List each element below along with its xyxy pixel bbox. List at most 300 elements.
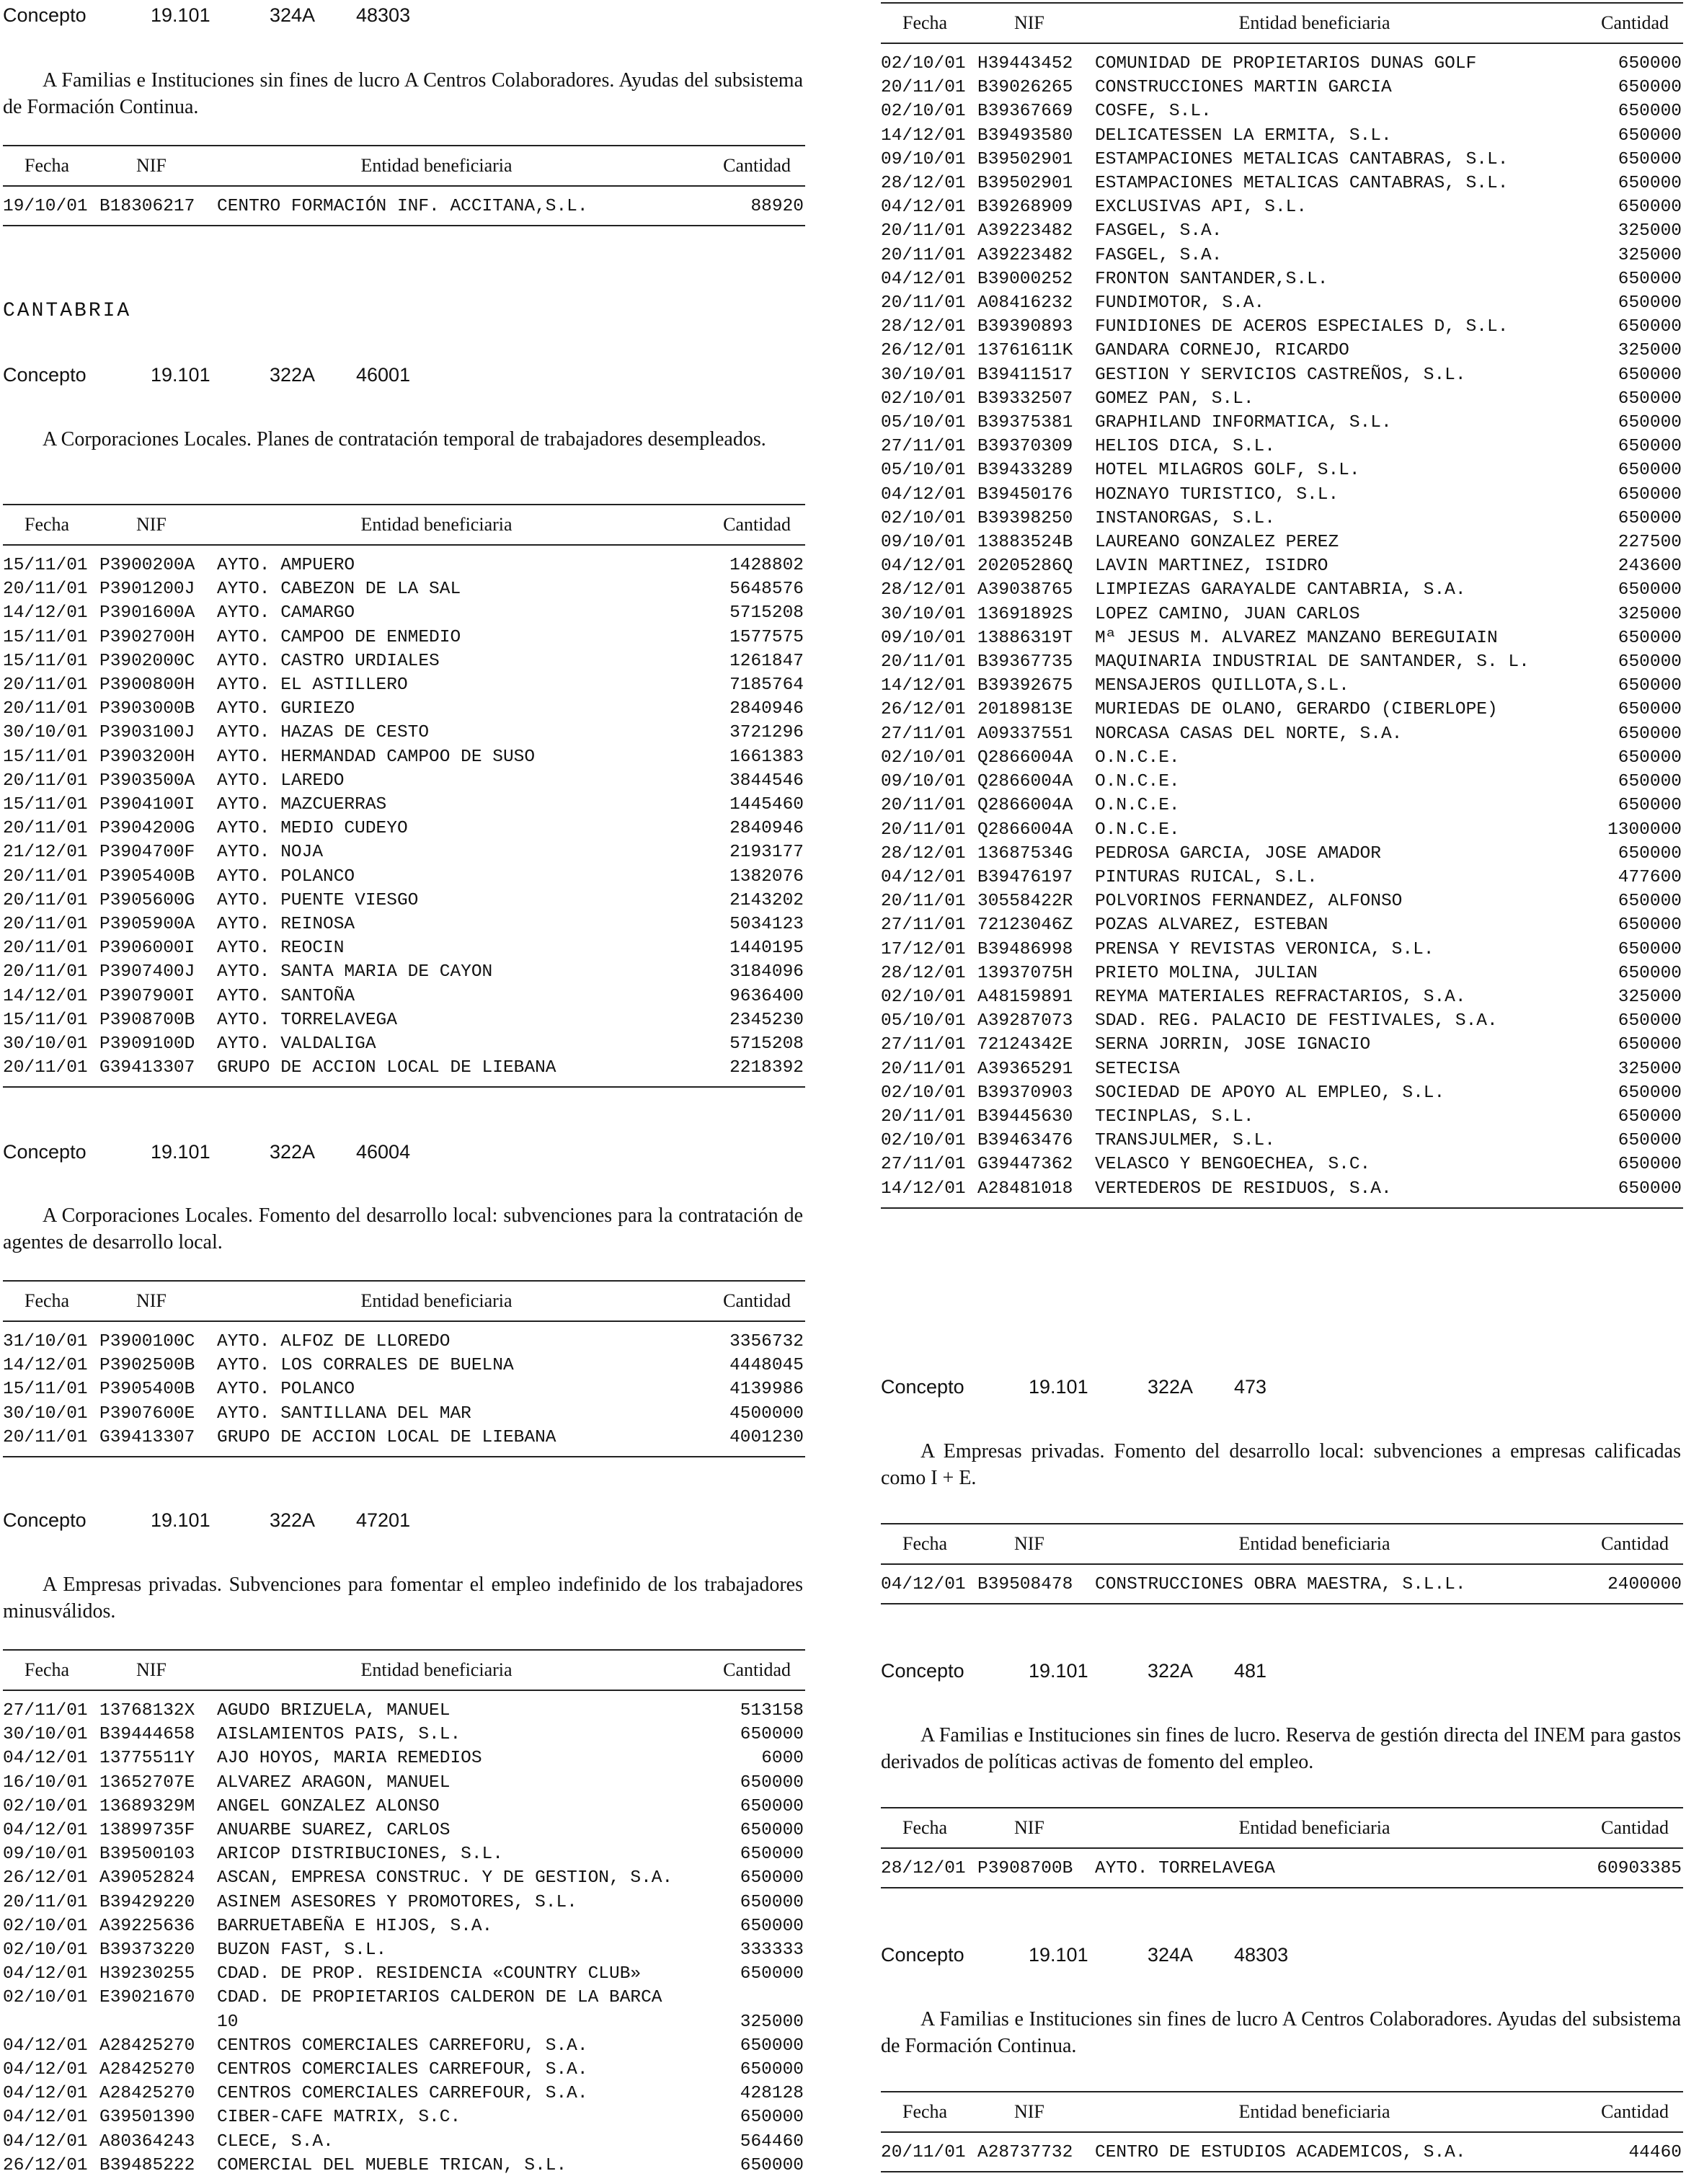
- cell-nif: A39052824: [99, 1868, 195, 1888]
- table-row: [3, 1354, 805, 1377]
- cell-nif: A39038765: [977, 580, 1073, 600]
- cell-fecha: 04/12/01: [3, 1821, 88, 1841]
- cell-cantidad: 325000: [1618, 245, 1682, 265]
- cell-nif: Q2866004A: [977, 772, 1073, 792]
- table-row: [881, 794, 1683, 817]
- cell-nif: P3904100I: [99, 795, 195, 815]
- cell-fecha: 20/11/01: [881, 652, 966, 672]
- cell-nif: H39230255: [99, 1964, 195, 1984]
- cell-nif: P3902700H: [99, 627, 195, 647]
- cell-nif: B39433289: [977, 461, 1073, 481]
- cell-nif: P3900800H: [99, 675, 195, 696]
- cell-cantidad: 650000: [1618, 1083, 1682, 1103]
- concept-label: Concepto: [3, 1509, 86, 1531]
- cell-nif: B39370903: [977, 1083, 1073, 1103]
- cell-entidad: PEDROSA GARCIA, JOSE AMADOR: [1095, 843, 1381, 864]
- cell-entidad: O.N.C.E.: [1095, 772, 1180, 792]
- table-row: [3, 577, 805, 601]
- cell-fecha: 26/12/01: [881, 341, 966, 361]
- cell-nif: A28481018: [977, 1178, 1073, 1199]
- cell-cantidad: 477600: [1618, 867, 1682, 887]
- cell-entidad: SOCIEDAD DE APOYO AL EMPLEO, S.L.: [1095, 1083, 1445, 1103]
- table-row: [3, 936, 805, 960]
- cell-fecha: 27/11/01: [881, 1035, 966, 1055]
- cell-fecha: 09/10/01: [3, 1845, 88, 1865]
- table-header: [3, 1651, 805, 1691]
- cell-cantidad: 650000: [740, 1868, 804, 1888]
- table-row: [881, 1033, 1683, 1057]
- table-row: [3, 2105, 805, 2129]
- table-row: [881, 985, 1683, 1009]
- cell-nif: 20189813E: [977, 700, 1073, 720]
- cell-cantidad: 4001230: [729, 1427, 804, 1447]
- cell-cantidad: 650000: [1618, 149, 1682, 169]
- col-cantidad: Cantidad: [1601, 1817, 1669, 1838]
- cell-fecha: 02/10/01: [881, 389, 966, 409]
- col-nif: NIF: [1014, 1533, 1044, 1554]
- cell-nif: 13687534G: [977, 843, 1073, 864]
- table-row: [3, 195, 805, 218]
- table-header: [881, 1524, 1683, 1565]
- cell-cantidad: 650000: [740, 2060, 804, 2080]
- cell-cantidad: 650000: [1618, 125, 1682, 146]
- cell-cantidad: 325000: [1618, 604, 1682, 624]
- cell-cantidad: 1577575: [729, 627, 804, 647]
- beneficiary-table: [881, 1523, 1683, 1604]
- table-row: [881, 746, 1683, 770]
- table-row: [3, 2154, 805, 2178]
- cell-cantidad: 650000: [740, 1916, 804, 1936]
- cell-cantidad: 5648576: [729, 580, 804, 600]
- cell-fecha: 20/11/01: [3, 866, 88, 887]
- cell-fecha: 04/12/01: [3, 1964, 88, 1984]
- cell-entidad: ANUARBE SUAREZ, CARLOS: [217, 1821, 451, 1841]
- concept-label: Concepto: [3, 364, 86, 386]
- concept-program: 322A: [270, 1141, 316, 1163]
- cell-fecha: 14/12/01: [881, 125, 966, 146]
- col-entidad: Entidad beneficiaria: [360, 514, 513, 535]
- cell-fecha: 04/12/01: [3, 2131, 88, 2152]
- cell-fecha: 04/12/01: [881, 556, 966, 577]
- concept-number: 48303: [1234, 1944, 1289, 1966]
- concept-number: 481: [1234, 1660, 1267, 1682]
- cell-entidad: AYTO. REINOSA: [217, 915, 355, 935]
- table-row: [881, 722, 1683, 746]
- cell-entidad: AYTO. TORRELAVEGA: [217, 1010, 397, 1030]
- cell-entidad: COMUNIDAD DE PROPIETARIOS DUNAS GOLF: [1095, 54, 1477, 74]
- cell-entidad: TRANSJULMER, S.L.: [1095, 1131, 1275, 1151]
- col-cantidad: Cantidad: [1601, 12, 1669, 33]
- table-row: [881, 172, 1683, 195]
- concept-description: A Empresas privadas. Subvenciones para fomentar el empleo indefinido de los trabajadores minusválidos.: [3, 1573, 803, 1623]
- cell-fecha: 02/10/01: [881, 1083, 966, 1103]
- cell-entidad: PINTURAS RUICAL, S.L.: [1095, 867, 1318, 887]
- table-row: [881, 2141, 1683, 2165]
- table-body: [3, 1322, 805, 1456]
- cell-entidad: O.N.C.E.: [1095, 796, 1180, 816]
- table-header: [881, 1808, 1683, 1849]
- cell-entidad: POLVORINOS FERNANDEZ, ALFONSO: [1095, 892, 1403, 912]
- beneficiary-table: [881, 2091, 1683, 2172]
- col-fecha: Fecha: [25, 155, 70, 176]
- cell-fecha: 20/11/01: [3, 699, 88, 719]
- cell-cantidad: 650000: [740, 1892, 804, 1912]
- cell-cantidad: 650000: [740, 1772, 804, 1793]
- table-row: [3, 1938, 805, 1962]
- table-row: [3, 2058, 805, 2082]
- table-row: [881, 554, 1683, 578]
- col-nif: NIF: [136, 1659, 167, 1680]
- table-row: [881, 411, 1683, 435]
- cell-nif: P3905600G: [99, 890, 195, 910]
- cell-fecha: 15/11/01: [3, 795, 88, 815]
- cell-cantidad: 1300000: [1607, 820, 1682, 840]
- table-row: [3, 601, 805, 625]
- col-cantidad: Cantidad: [723, 155, 791, 176]
- cell-nif: A09337551: [977, 724, 1073, 744]
- cell-entidad: GRUPO DE ACCION LOCAL DE LIEBANA: [217, 1058, 556, 1078]
- cell-nif: 13768132X: [99, 1701, 195, 1721]
- cell-nif: 30558422R: [977, 892, 1073, 912]
- cell-fecha: 20/11/01: [3, 890, 88, 910]
- cell-fecha: 20/11/01: [3, 771, 88, 791]
- table-row: [881, 458, 1683, 482]
- concept-description: A Familias e Instituciones sin fines de lucro A Centros Colaboradores. Ayudas del subsistema de Formación Continua.: [3, 69, 803, 118]
- cell-nif: P3904200G: [99, 819, 195, 839]
- cell-nif: P3903000B: [99, 699, 195, 719]
- table-row: [3, 2130, 805, 2154]
- cell-fecha: 15/11/01: [3, 651, 88, 671]
- concept-code: 19.101: [151, 1141, 210, 1163]
- table-row: [881, 866, 1683, 889]
- cell-cantidad: 650000: [1618, 484, 1682, 505]
- cell-nif: P3908700B: [99, 1010, 195, 1030]
- cell-nif: A08416232: [977, 293, 1073, 314]
- cell-fecha: 04/12/01: [881, 197, 966, 218]
- cell-cantidad: 650000: [1618, 963, 1682, 983]
- cell-cantidad: 2400000: [1607, 1575, 1682, 1594]
- table-row: [881, 315, 1683, 339]
- cell-cantidad: 650000: [740, 1964, 804, 1984]
- cell-fecha: 27/11/01: [881, 1155, 966, 1175]
- cell-fecha: 27/11/01: [3, 1701, 88, 1721]
- cell-cantidad: 1440195: [729, 938, 804, 959]
- cell-fecha: 20/11/01: [3, 675, 88, 696]
- cell-nif: B39445630: [977, 1106, 1073, 1127]
- col-cantidad: Cantidad: [723, 1290, 791, 1311]
- cell-cantidad: 60903385: [1597, 1859, 1682, 1878]
- table-row: [3, 1426, 805, 1450]
- concept-line: [3, 1142, 805, 1162]
- cell-entidad: AYTO. POLANCO: [217, 1380, 355, 1400]
- cell-cantidad: 650000: [1618, 174, 1682, 194]
- table-row: [3, 865, 805, 889]
- cell-entidad: EXCLUSIVAS API, S.L.: [1095, 197, 1308, 218]
- cell-nif: B39411517: [977, 365, 1073, 385]
- beneficiary-table: [3, 1649, 805, 2184]
- table-body: [881, 44, 1683, 1207]
- cell-cantidad: 650000: [1618, 676, 1682, 696]
- cell-fecha: 30/10/01: [881, 604, 966, 624]
- col-entidad: Entidad beneficiaria: [360, 1290, 513, 1311]
- table-header: [881, 4, 1683, 44]
- table-body: [881, 1849, 1683, 1887]
- cell-entidad: AYTO. CAMPOO DE ENMEDIO: [217, 627, 461, 647]
- cell-fecha: 28/12/01: [881, 843, 966, 864]
- cell-entidad: LAUREANO GONZALEZ PEREZ: [1095, 533, 1339, 553]
- table-row: [881, 76, 1683, 99]
- cell-entidad: AYTO. NOJA: [217, 843, 324, 863]
- cell-fecha: 30/10/01: [3, 723, 88, 743]
- cell-cantidad: 1382076: [729, 866, 804, 887]
- table-row: [3, 697, 805, 721]
- cell-cantidad: 325000: [1618, 987, 1682, 1007]
- concept-code: 19.101: [151, 1509, 210, 1531]
- cell-fecha: 20/11/01: [881, 892, 966, 912]
- cell-nif: B39375381: [977, 413, 1073, 433]
- concept-code: 19.101: [1029, 1660, 1088, 1682]
- cell-nif: 13899735F: [99, 1821, 195, 1841]
- cell-entidad: SDAD. REG. PALACIO DE FESTIVALES, S.A.: [1095, 1011, 1498, 1031]
- cell-cantidad: 650000: [740, 1821, 804, 1841]
- cell-fecha: 04/12/01: [3, 1749, 88, 1769]
- col-fecha: Fecha: [902, 12, 948, 33]
- cell-fecha: 30/10/01: [3, 1034, 88, 1055]
- cell-cantidad: 650000: [1618, 78, 1682, 98]
- table-body: [3, 187, 805, 225]
- cell-fecha: 04/12/01: [3, 2060, 88, 2080]
- cell-fecha: 15/11/01: [3, 1380, 88, 1400]
- cell-fecha: 20/11/01: [3, 1892, 88, 1912]
- cell-nif: E39021670: [99, 1988, 195, 2008]
- cell-entidad: AYTO. POLANCO: [217, 866, 355, 887]
- col-entidad: Entidad beneficiaria: [360, 1659, 513, 1680]
- table-row: [881, 124, 1683, 148]
- table-row: [3, 1746, 805, 1770]
- cell-nif: P3902500B: [99, 1356, 195, 1376]
- cell-nif: P3906000I: [99, 938, 195, 959]
- cell-entidad: AYTO. HAZAS DE CESTO: [217, 723, 430, 743]
- cell-entidad: GRAPHILAND INFORMATICA, S.L.: [1095, 413, 1392, 433]
- cell-cantidad: 3184096: [729, 962, 804, 982]
- table-row: [881, 339, 1683, 363]
- cell-fecha: 02/10/01: [881, 1131, 966, 1151]
- cell-fecha: 20/11/01: [881, 2143, 966, 2162]
- cell-nif: A28737732: [977, 2143, 1073, 2162]
- cell-nif: P3907900I: [99, 986, 195, 1006]
- cell-cantidad: 1428802: [729, 556, 804, 575]
- col-fecha: Fecha: [25, 1290, 70, 1311]
- cell-fecha: 30/10/01: [3, 1403, 88, 1424]
- cell-nif: B39508478: [977, 1575, 1073, 1594]
- cell-entidad: CDAD. DE PROP. RESIDENCIA «COUNTRY CLUB»: [217, 1964, 642, 1984]
- beneficiary-table: [3, 145, 805, 226]
- cell-entidad: AYTO. HERMANDAD CAMPOO DE SUSO: [217, 747, 536, 767]
- cell-cantidad: 6000: [761, 1749, 804, 1769]
- cell-nif: H39443452: [977, 54, 1073, 74]
- cell-cantidad: 2840946: [729, 819, 804, 839]
- cell-nif: B39444658: [99, 1725, 195, 1745]
- cell-entidad: FUNDIMOTOR, S.A.: [1095, 293, 1265, 314]
- cell-cantidad: 513158: [740, 1701, 804, 1721]
- cell-nif: P3903100J: [99, 723, 195, 743]
- cell-cantidad: 650000: [740, 2155, 804, 2175]
- cell-fecha: 28/12/01: [881, 174, 966, 194]
- col-entidad: Entidad beneficiaria: [1238, 1533, 1390, 1554]
- table-row: [881, 387, 1683, 411]
- cell-cantidad: 564460: [740, 2131, 804, 2152]
- cell-fecha: 20/11/01: [881, 1059, 966, 1079]
- table-row: [881, 435, 1683, 458]
- cell-nif: P3904700F: [99, 843, 195, 863]
- cell-entidad: BARRUETABEÑA E HIJOS, S.A.: [217, 1916, 493, 1936]
- cell-nif: 13886319T: [977, 628, 1073, 648]
- table-row: [881, 842, 1683, 866]
- concept-label: Concepto: [3, 4, 86, 26]
- cell-fecha: 20/11/01: [3, 1058, 88, 1078]
- cell-cantidad: 650000: [1618, 580, 1682, 600]
- table-row: [881, 1009, 1683, 1033]
- cell-cantidad: 4500000: [729, 1403, 804, 1424]
- table-header: [3, 505, 805, 546]
- cell-entidad: CENTRO DE ESTUDIOS ACADEMICOS, S.A.: [1095, 2143, 1466, 2162]
- table-row: [881, 578, 1683, 602]
- cell-fecha: 02/10/01: [881, 747, 966, 768]
- cell-nif: P3907400J: [99, 962, 195, 982]
- table-row: [881, 1081, 1683, 1105]
- cell-entidad: ANGEL GONZALEZ ALONSO: [217, 1796, 440, 1816]
- col-fecha: Fecha: [902, 1533, 948, 1554]
- table-row: [3, 1377, 805, 1401]
- cell-cantidad: 3356732: [729, 1332, 804, 1351]
- table-body: [3, 1691, 805, 2184]
- cell-nif: B39429220: [99, 1892, 195, 1912]
- col-fecha: Fecha: [25, 1659, 70, 1680]
- cell-fecha: 16/10/01: [3, 1772, 88, 1793]
- table-row: [3, 793, 805, 817]
- cell-nif: B39367669: [977, 102, 1073, 122]
- table-row: [3, 1008, 805, 1032]
- cell-cantidad: 4139986: [729, 1380, 804, 1400]
- table-row: [881, 650, 1683, 674]
- cell-cantidad: 650000: [1618, 1178, 1682, 1199]
- cell-fecha: 15/11/01: [3, 1010, 88, 1030]
- cell-cantidad: 650000: [1618, 915, 1682, 936]
- cell-entidad: FRONTON SANTANDER,S.L.: [1095, 269, 1328, 289]
- cell-fecha: 28/12/01: [881, 1859, 966, 1878]
- table-row: [881, 1153, 1683, 1176]
- table-row: [3, 1723, 805, 1746]
- concept-code: 19.101: [151, 4, 210, 26]
- cell-nif: P3905400B: [99, 866, 195, 887]
- table-row: [881, 1857, 1683, 1881]
- cell-entidad: AYTO. GURIEZO: [217, 699, 355, 719]
- cell-cantidad: 5715208: [729, 603, 804, 623]
- cell-entidad: AYTO. REOCIN: [217, 938, 345, 959]
- cell-nif: B39500103: [99, 1845, 195, 1865]
- cell-cantidad: 650000: [740, 2108, 804, 2128]
- cell-fecha: 30/10/01: [881, 365, 966, 385]
- cell-cantidad: 650000: [1618, 437, 1682, 457]
- cell-entidad: FASGEL, S.A.: [1095, 245, 1223, 265]
- table-row: [881, 363, 1683, 387]
- col-entidad: Entidad beneficiaria: [360, 155, 513, 176]
- concept-label: Concepto: [881, 1660, 964, 1682]
- cell-entidad: AYTO. SANTOÑA: [217, 986, 355, 1006]
- cell-cantidad: 227500: [1618, 533, 1682, 553]
- cell-entidad: AYTO. CABEZON DE LA SAL: [217, 580, 461, 600]
- table-row: [3, 1032, 805, 1056]
- cell-cantidad: 9636400: [729, 986, 804, 1006]
- cell-nif: P3908700B: [977, 1859, 1073, 1878]
- col-entidad: Entidad beneficiaria: [1238, 12, 1390, 33]
- cell-entidad: AYTO. MEDIO CUDEYO: [217, 819, 408, 839]
- col-cantidad: Cantidad: [1601, 1533, 1669, 1554]
- table-row: [3, 1771, 805, 1795]
- cell-nif: G39447362: [977, 1155, 1073, 1175]
- cell-fecha: 09/10/01: [881, 628, 966, 648]
- cell-entidad: AJO HOYOS, MARIA REMEDIOS: [217, 1749, 482, 1769]
- cell-entidad: AYTO. AMPUERO: [217, 556, 355, 575]
- concept-line: [3, 6, 805, 25]
- table-row: [3, 554, 805, 577]
- cell-nif: B39485222: [99, 2155, 195, 2175]
- concept-program: 322A: [1148, 1660, 1194, 1682]
- concept-line: [3, 365, 805, 385]
- cell-entidad: ESTAMPACIONES METALICAS CANTABRAS, S.L.: [1095, 149, 1509, 169]
- cell-nif: 13937075H: [977, 963, 1073, 983]
- cell-entidad: FASGEL, S.A.: [1095, 221, 1223, 241]
- cell-entidad: CONSTRUCCIONES OBRA MAESTRA, S.L.L.: [1095, 1575, 1466, 1594]
- cell-entidad: COMERCIAL DEL MUEBLE TRICAN, S.L.: [217, 2155, 567, 2175]
- cell-entidad: LIMPIEZAS GARAYALDE CANTABRIA, S.A.: [1095, 580, 1466, 600]
- table-row: [881, 889, 1683, 913]
- cell-fecha: 02/10/01: [881, 508, 966, 528]
- table-row: [3, 1795, 805, 1819]
- cell-entidad: TECINPLAS, S.L.: [1095, 1106, 1254, 1127]
- cell-nif: P3905400B: [99, 1380, 195, 1400]
- col-cantidad: Cantidad: [1601, 2101, 1669, 2122]
- table-header: [3, 1282, 805, 1322]
- cell-cantidad: 650000: [740, 1796, 804, 1816]
- cell-fecha: 14/12/01: [3, 1356, 88, 1376]
- cell-entidad: COSFE, S.L.: [1095, 102, 1212, 122]
- col-nif: NIF: [136, 1290, 167, 1311]
- concept-label: Concepto: [881, 1376, 964, 1398]
- cell-cantidad: 650000: [1618, 652, 1682, 672]
- cell-entidad: VELASCO Y BENGOECHEA, S.C.: [1095, 1155, 1371, 1175]
- cell-nif: P3901600A: [99, 603, 195, 623]
- cell-cantidad: 44460: [1628, 2143, 1682, 2162]
- concept-code: 19.101: [1029, 1944, 1088, 1966]
- cell-nif: A39365291: [977, 1059, 1073, 1079]
- table-row: [3, 840, 805, 864]
- cell-cantidad: 650000: [1618, 54, 1682, 74]
- table-row: [3, 1330, 805, 1354]
- cell-cantidad: 4448045: [729, 1356, 804, 1376]
- table-row: [881, 52, 1683, 76]
- cell-fecha: 20/11/01: [3, 938, 88, 959]
- cell-fecha: 28/12/01: [881, 963, 966, 983]
- concept-program: 322A: [1148, 1376, 1194, 1398]
- table-row: [3, 1842, 805, 1866]
- cell-nif: P3903200H: [99, 747, 195, 767]
- concept-program: 322A: [270, 1509, 316, 1531]
- cell-entidad: LAVIN MARTINEZ, ISIDRO: [1095, 556, 1328, 577]
- table-row: [881, 507, 1683, 531]
- cell-nif: B39000252: [977, 269, 1073, 289]
- table-row: [3, 626, 805, 649]
